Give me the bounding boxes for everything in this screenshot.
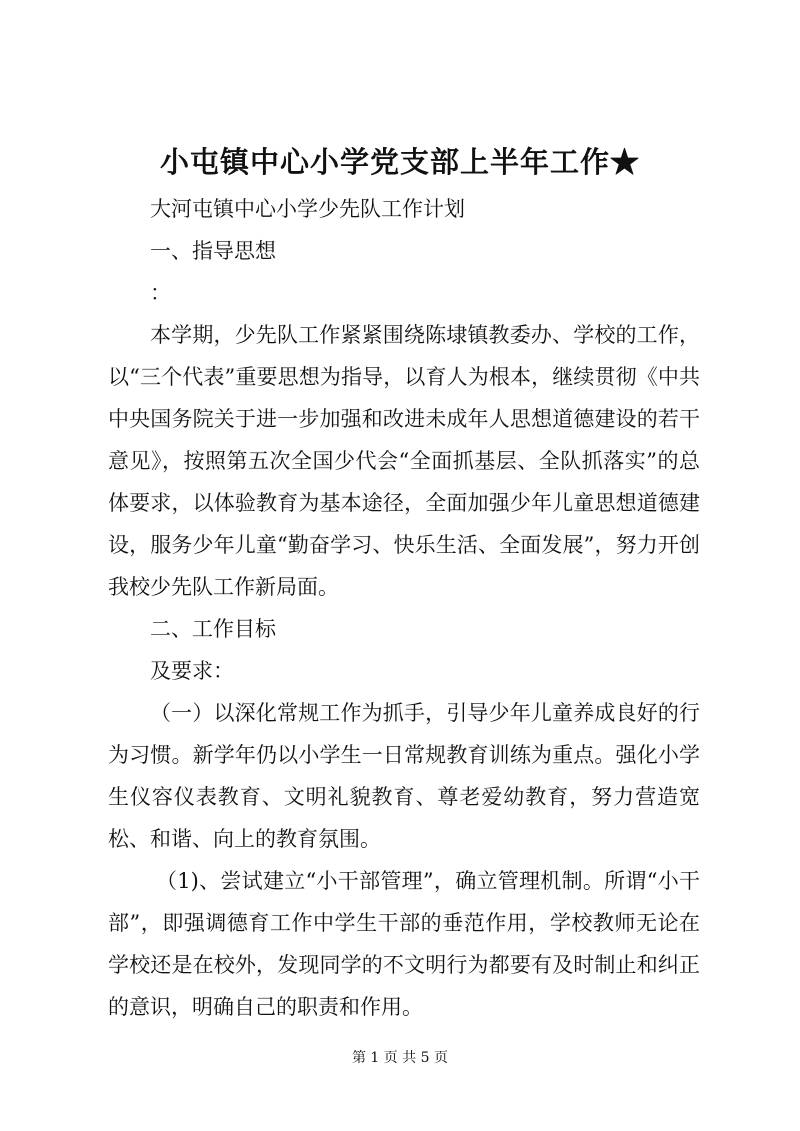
paragraph-item-one: （1)、尝试建立“小干部管理”，确立管理机制。所谓“小干部”，即强调德育工作中学生干部的垂范作用，学校教师无论在学校还是在校外，发现同学的不文明行为都要有及时制止和纠正的意识，明确自己的职责和作用。 xyxy=(108,869,700,1019)
paragraph-goal-one: （一）以深化常规工作为抓手，引导少年儿童养成良好的行为习惯。新学年仍以小学生一日常规教育训练为重点。强化小学生仪容仪表教育、文明礼貌教育、尊老爱幼教育，努力营造宽松、和谐、向上的教育氛围。 xyxy=(108,701,700,851)
heading-work-goals: 二、工作目标 xyxy=(150,617,276,641)
document-body xyxy=(108,188,700,1028)
paragraph-requirements-label: 及要求： xyxy=(150,659,234,683)
document-title: 小屯镇中心小学党支部上半年工作★ xyxy=(159,145,640,179)
paragraph-guiding-content: 本学期，少先队工作紧紧围绕陈埭镇教委办、学校的工作，以“三个代表”重要思想为指导，以育人为根本，继续贯彻《中共中央国务院关于进一步加强和改进未成年人思想道德建设的若干意见》，按照第五次全国少代会“全面抓基层、全队抓落实”的总体要求，以体验教育为基本途径，全面加强少年儿童思想道德建设，服务少年儿童“勤奋学习、快乐生活、全面发展”，努力开创我校少先队工作新局面。 xyxy=(108,323,700,599)
paragraph-colon: ： xyxy=(150,281,171,305)
paragraph-plan-title: 大河屯镇中心小学少先队工作计划 xyxy=(150,197,465,221)
page-footer: 第 1 页 共 5 页 xyxy=(351,1050,449,1066)
heading-guiding-thought: 一、指导思想 xyxy=(150,239,276,263)
